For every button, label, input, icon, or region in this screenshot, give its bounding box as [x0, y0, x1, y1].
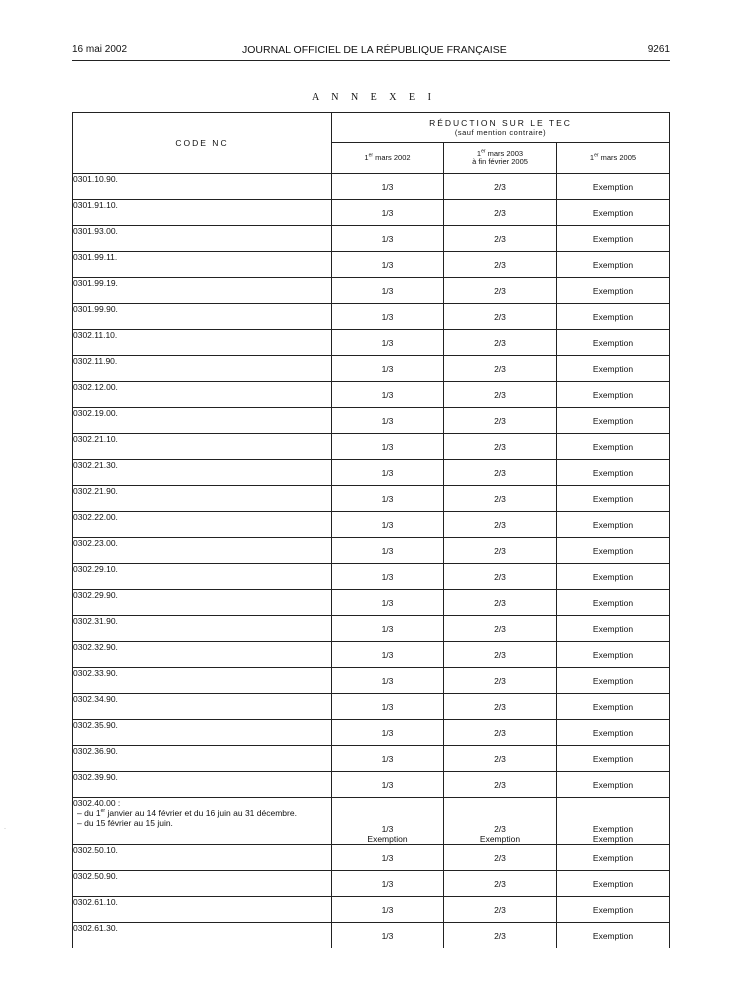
table-row [73, 356, 670, 382]
value-cell-2005: Exemption [557, 897, 670, 923]
value-cell-2003: 2/3 [444, 252, 557, 278]
value-cell-2005: Exemption [557, 512, 670, 538]
value-cell-2002: 1/3 [332, 512, 444, 538]
value-cell-2005: Exemption [557, 304, 670, 330]
table-row [73, 226, 670, 252]
header-reduction-note: (sauf mention contraire) [454, 127, 547, 137]
margin-mark: · [4, 826, 6, 832]
table-row [73, 668, 670, 694]
table-row-0302-40-00 [73, 798, 670, 845]
value-cell-2003: 2/3 [444, 538, 557, 564]
header-mars-2005: 1er mars 2005 [557, 143, 670, 174]
code-cell: 0302.40.00 : – du 1er janvier au 14 février et du 16 juin au 31 décembre. – du 15 février au 15 juin. [73, 798, 332, 845]
value-cell-2002: 1/3 [332, 668, 444, 694]
value-cell-2005: Exemption [557, 460, 670, 486]
code-cell: 0301.99.90. [73, 304, 332, 330]
value-cell-2005: Exemption [557, 923, 670, 949]
table-row [73, 408, 670, 434]
value-cell-2005: Exemption [557, 330, 670, 356]
value-cell-2002: 1/3 [332, 746, 444, 772]
code-cell: 0302.22.00. [73, 512, 332, 538]
code-cell: 0302.50.10. [73, 845, 332, 871]
value-cell-2003: 2/3 [444, 845, 557, 871]
value-cell-2002: 1/3 [332, 278, 444, 304]
table-row [73, 590, 670, 616]
value-cell-2005: Exemption [557, 845, 670, 871]
value-cell-2003: 2/3 Exemption [444, 798, 557, 845]
value-cell-2002: 1/3 [332, 616, 444, 642]
page-number: 9261 [647, 44, 670, 55]
value-cell-2003: 2/3 [444, 408, 557, 434]
code-cell: 0302.61.10. [73, 897, 332, 923]
value-cell-2003: 2/3 [444, 278, 557, 304]
table-row [73, 642, 670, 668]
header-code-nc: CODE NC [73, 113, 332, 174]
annex-title: A N N E X E I [312, 92, 436, 103]
value-cell-2002: 1/3 [332, 408, 444, 434]
value-cell-2005: Exemption [557, 434, 670, 460]
code-cell: 0302.50.90. [73, 871, 332, 897]
value-cell-2002: 1/3 [332, 356, 444, 382]
table-row [73, 694, 670, 720]
value-cell-2002: 1/3 [332, 538, 444, 564]
value-cell-2002: 1/3 Exemption [332, 798, 444, 845]
value-cell-2003: 2/3 [444, 356, 557, 382]
value-cell-2002: 1/3 [332, 330, 444, 356]
code-cell: 0302.36.90. [73, 746, 332, 772]
table-row [73, 330, 670, 356]
table-row [73, 720, 670, 746]
code-cell: 0302.21.30. [73, 460, 332, 486]
tariff-table [72, 112, 670, 948]
value-cell-2005: Exemption [557, 356, 670, 382]
value-cell-2005: Exemption Exemption [557, 798, 670, 845]
value-cell-2005: Exemption [557, 382, 670, 408]
value-cell-2005: Exemption [557, 720, 670, 746]
code-cell: 0302.21.90. [73, 486, 332, 512]
table-row [73, 512, 670, 538]
value-cell-2002: 1/3 [332, 694, 444, 720]
value-cell-2005: Exemption [557, 668, 670, 694]
code-cell: 0302.19.00. [73, 408, 332, 434]
page-header [72, 44, 670, 58]
code-cell: 0301.93.00. [73, 226, 332, 252]
table-row [73, 746, 670, 772]
value-cell-2003: 2/3 [444, 512, 557, 538]
value-cell-2003: 2/3 [444, 330, 557, 356]
code-cell: 0302.34.90. [73, 694, 332, 720]
table-row [73, 616, 670, 642]
value-cell-2003: 2/3 [444, 226, 557, 252]
value-cell-2005: Exemption [557, 564, 670, 590]
table-row [73, 460, 670, 486]
value-cell-2003: 2/3 [444, 564, 557, 590]
table-row [73, 382, 670, 408]
value-cell-2003: 2/3 [444, 460, 557, 486]
value-cell-2002: 1/3 [332, 923, 444, 949]
code-cell: 0302.29.10. [73, 564, 332, 590]
value-cell-2005: Exemption [557, 408, 670, 434]
table-row [73, 252, 670, 278]
value-cell-2005: Exemption [557, 772, 670, 798]
value-cell-2002: 1/3 [332, 772, 444, 798]
value-cell-2003: 2/3 [444, 304, 557, 330]
table-row [73, 174, 670, 200]
table-row [73, 871, 670, 897]
code-cell: 0301.99.19. [73, 278, 332, 304]
code-cell: 0302.39.90. [73, 772, 332, 798]
value-cell-2005: Exemption [557, 642, 670, 668]
value-cell-2002: 1/3 [332, 226, 444, 252]
value-cell-2002: 1/3 [332, 174, 444, 200]
code-cell: 0301.91.10. [73, 200, 332, 226]
value-cell-2002: 1/3 [332, 845, 444, 871]
value-cell-2005: Exemption [557, 538, 670, 564]
value-cell-2002: 1/3 [332, 382, 444, 408]
value-cell-2002: 1/3 [332, 642, 444, 668]
value-cell-2002: 1/3 [332, 590, 444, 616]
value-cell-2003: 2/3 [444, 642, 557, 668]
value-cell-2003: 2/3 [444, 694, 557, 720]
table-row [73, 923, 670, 949]
code-cell: 0302.23.00. [73, 538, 332, 564]
table-row [73, 564, 670, 590]
code-cell: 0301.99.11. [73, 252, 332, 278]
value-cell-2005: Exemption [557, 590, 670, 616]
publication-date: 16 mai 2002 [72, 44, 128, 55]
table-row [73, 897, 670, 923]
value-cell-2003: 2/3 [444, 871, 557, 897]
value-cell-2002: 1/3 [332, 434, 444, 460]
code-cell: 0302.11.10. [73, 330, 332, 356]
code-cell: 0302.11.90. [73, 356, 332, 382]
value-cell-2002: 1/3 [332, 564, 444, 590]
value-cell-2002: 1/3 [332, 871, 444, 897]
value-cell-2003: 2/3 [444, 616, 557, 642]
value-cell-2003: 2/3 [444, 668, 557, 694]
code-cell: 0302.35.90. [73, 720, 332, 746]
value-cell-2003: 2/3 [444, 746, 557, 772]
code-cell: 0302.32.90. [73, 642, 332, 668]
table-row [73, 434, 670, 460]
value-cell-2002: 1/3 [332, 304, 444, 330]
table-row [73, 304, 670, 330]
header-mars-2002: 1er mars 2002 [332, 143, 444, 174]
code-cell: 0302.33.90. [73, 668, 332, 694]
value-cell-2005: Exemption [557, 278, 670, 304]
value-cell-2005: Exemption [557, 200, 670, 226]
table-row [73, 845, 670, 871]
value-cell-2002: 1/3 [332, 460, 444, 486]
value-cell-2003: 2/3 [444, 174, 557, 200]
table-row [73, 486, 670, 512]
value-cell-2003: 2/3 [444, 434, 557, 460]
journal-title: JOURNAL OFFICIEL DE LA RÉPUBLIQUE FRANÇAISE [242, 44, 507, 56]
value-cell-2003: 2/3 [444, 772, 557, 798]
value-cell-2005: Exemption [557, 486, 670, 512]
code-cell: 0302.29.90. [73, 590, 332, 616]
value-cell-2005: Exemption [557, 746, 670, 772]
value-cell-2003: 2/3 [444, 200, 557, 226]
value-cell-2002: 1/3 [332, 720, 444, 746]
code-cell: 0302.21.10. [73, 434, 332, 460]
value-cell-2003: 2/3 [444, 720, 557, 746]
table-row [73, 278, 670, 304]
value-cell-2002: 1/3 [332, 200, 444, 226]
value-cell-2005: Exemption [557, 252, 670, 278]
table-row [73, 772, 670, 798]
value-cell-2003: 2/3 [444, 590, 557, 616]
value-cell-2002: 1/3 [332, 486, 444, 512]
table-row [73, 538, 670, 564]
value-cell-2005: Exemption [557, 616, 670, 642]
table-row [73, 200, 670, 226]
value-cell-2005: Exemption [557, 226, 670, 252]
code-cell: 0302.12.00. [73, 382, 332, 408]
value-cell-2005: Exemption [557, 694, 670, 720]
header-reduction: RÉDUCTION SUR LE TEC (sauf mention contraire) [332, 113, 670, 143]
code-cell: 0302.61.30. [73, 923, 332, 949]
value-cell-2005: Exemption [557, 174, 670, 200]
value-cell-2003: 2/3 [444, 897, 557, 923]
header-mars-2003: 1er mars 2003 à fin février 2005 [444, 143, 557, 174]
code-cell: 0301.10.90. [73, 174, 332, 200]
value-cell-2003: 2/3 [444, 382, 557, 408]
value-cell-2005: Exemption [557, 871, 670, 897]
value-cell-2002: 1/3 [332, 897, 444, 923]
value-cell-2003: 2/3 [444, 923, 557, 949]
value-cell-2003: 2/3 [444, 486, 557, 512]
value-cell-2002: 1/3 [332, 252, 444, 278]
header-rule [72, 60, 670, 61]
code-cell: 0302.31.90. [73, 616, 332, 642]
